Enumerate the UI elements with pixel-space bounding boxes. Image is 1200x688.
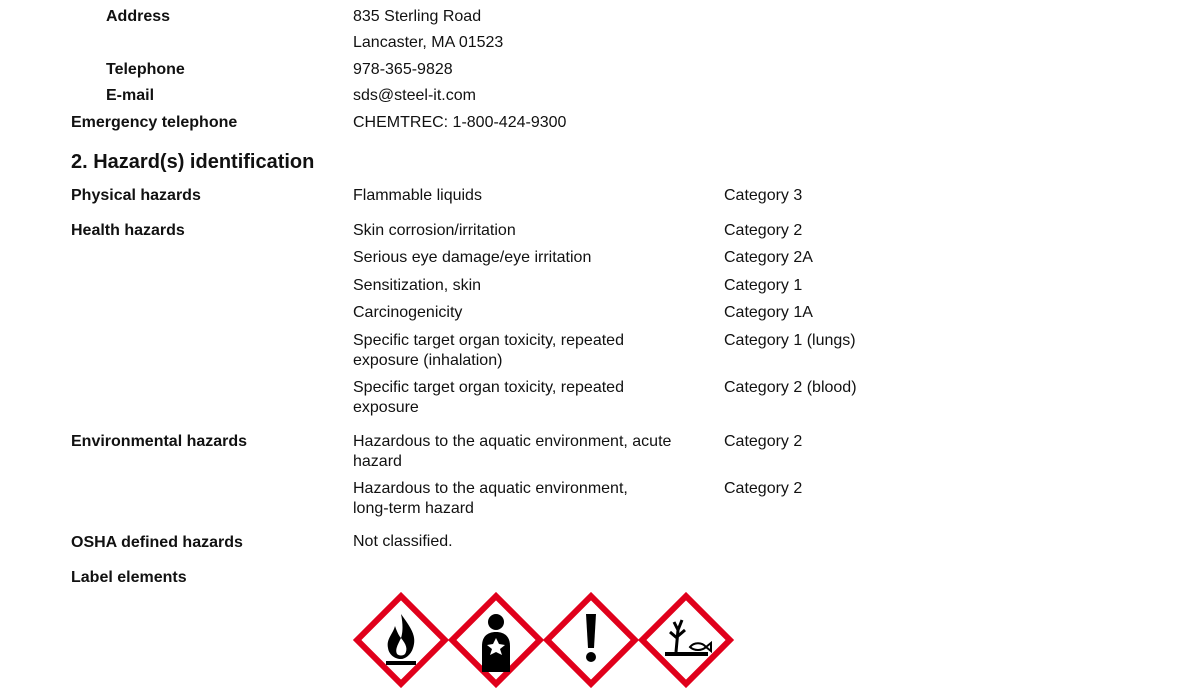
hazard-category: Category 1	[724, 277, 803, 294]
hazard-class: Specific target organ toxicity, repeated	[353, 379, 624, 396]
emergency-telephone-label: Emergency telephone	[71, 114, 238, 131]
flame-pictogram-icon	[353, 592, 449, 688]
hazard-class: Hazardous to the aquatic environment, acute	[353, 433, 672, 450]
hazard-category: Category 2	[724, 480, 803, 497]
environment-pictogram-icon	[638, 592, 734, 688]
hazard-class: Skin corrosion/irritation	[353, 222, 516, 239]
hazard-class: Specific target organ toxicity, repeated	[353, 332, 624, 349]
physical-hazards-label: Physical hazards	[71, 187, 201, 204]
health-hazards-label: Health hazards	[71, 222, 185, 239]
health-hazard-pictogram-icon	[448, 592, 544, 688]
address-line-2: Lancaster, MA 01523	[353, 34, 504, 51]
address-label: Address	[106, 8, 171, 25]
hazard-class: Sensitization, skin	[353, 277, 482, 294]
hazard-class-continued: hazard	[353, 453, 402, 470]
hazard-category: Category 2A	[724, 249, 813, 266]
address-line-1: 835 Sterling Road	[353, 8, 482, 25]
hazard-category: Category 2	[724, 433, 803, 450]
exclamation-mark-pictogram-icon	[543, 592, 639, 688]
osha-defined-hazards-label: OSHA defined hazards	[71, 534, 243, 551]
hazard-category: Category 3	[724, 187, 803, 204]
hazard-class-continued: exposure	[353, 399, 419, 416]
hazard-class-continued: exposure (inhalation)	[353, 352, 503, 369]
hazard-class: Flammable liquids	[353, 187, 482, 204]
telephone-label: Telephone	[106, 61, 185, 78]
environmental-hazards-label: Environmental hazards	[71, 433, 248, 450]
hazard-category: Category 2	[724, 222, 803, 239]
emergency-telephone-value: CHEMTREC: 1-800-424-9300	[353, 114, 567, 131]
hazard-class-continued: long-term hazard	[353, 500, 474, 517]
osha-defined-hazards-value: Not classified.	[353, 533, 453, 550]
section-2-heading: 2. Hazard(s) identification	[71, 151, 315, 173]
label-elements-label: Label elements	[71, 569, 187, 586]
hazard-category: Category 1A	[724, 304, 813, 321]
hazard-class: Carcinogenicity	[353, 304, 463, 321]
hazard-category: Category 2 (blood)	[724, 379, 857, 396]
hazard-class: Serious eye damage/eye irritation	[353, 249, 592, 266]
telephone-value: 978-365-9828	[353, 61, 453, 78]
email-value: sds@steel-it.com	[353, 87, 476, 104]
hazard-category: Category 1 (lungs)	[724, 332, 856, 349]
email-label: E-mail	[106, 87, 155, 104]
hazard-class: Hazardous to the aquatic environment,	[353, 480, 628, 497]
